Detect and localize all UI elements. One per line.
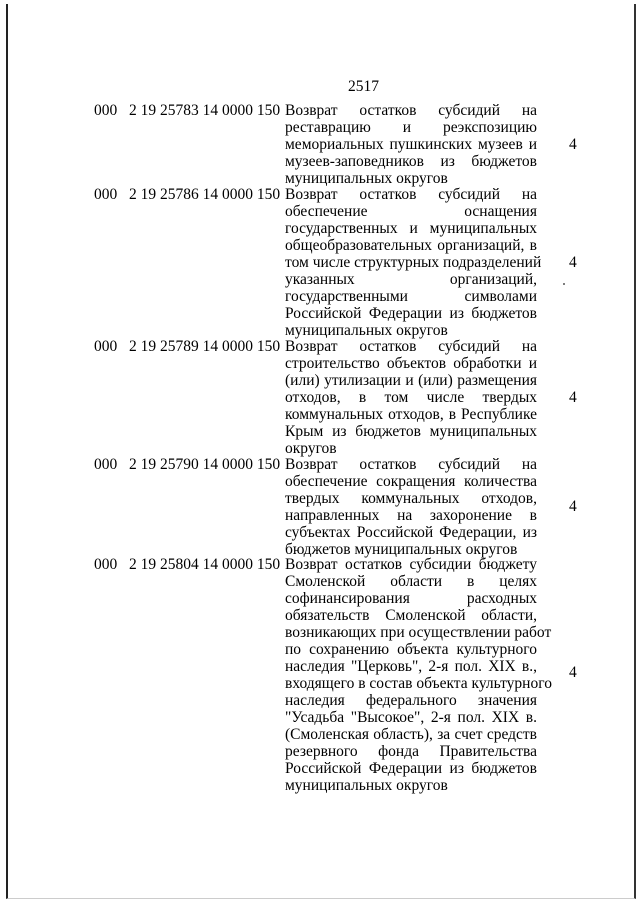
amount-value: 4 xyxy=(569,389,577,406)
income-description xyxy=(285,186,542,339)
description-line: Крым из бюджетов муниципальных xyxy=(285,423,537,440)
description-line: округов xyxy=(285,440,337,457)
description-line: Возврат остатков субсидий на xyxy=(285,186,537,203)
description-line: субъектах Российской Федерации, из xyxy=(285,524,537,541)
table-row xyxy=(0,102,640,187)
table-row xyxy=(0,556,640,794)
description-line: государственных и муниципальных xyxy=(285,220,537,237)
budget-class-code: 2 19 25786 14 0000 150 xyxy=(129,186,281,203)
admin-code: 000 xyxy=(94,338,118,355)
admin-code: 000 xyxy=(94,556,118,573)
description-line: музеев-заповедников из бюджетов xyxy=(285,153,537,170)
income-description xyxy=(285,102,537,187)
budget-class-code: 2 19 25804 14 0000 150 xyxy=(129,556,281,573)
description-line: направленных на захоронение в xyxy=(285,507,537,524)
amount-value: 4 xyxy=(569,664,577,681)
description-line: (или) утилизации и (или) размещения xyxy=(285,372,537,389)
admin-code: 000 xyxy=(94,102,118,119)
admin-code: 000 xyxy=(94,186,118,203)
income-description xyxy=(285,556,552,794)
budget-class-code: 2 19 25789 14 0000 150 xyxy=(129,338,281,355)
description-line: возникающих при осуществлении работ xyxy=(285,624,552,641)
amount-value: 4 xyxy=(569,498,577,515)
description-line: Возврат остатков субсидий на xyxy=(285,102,537,119)
description-line: указанных организаций, xyxy=(285,271,537,288)
income-description xyxy=(285,338,537,457)
description-line: обеспечение сокращения количества xyxy=(285,473,537,490)
page-number: 2517 xyxy=(348,78,379,95)
description-line: мемориальных пушкинских музеев и xyxy=(285,136,537,153)
admin-code: 000 xyxy=(94,456,118,473)
description-line: наследия федерального значения xyxy=(285,692,537,709)
description-line: наследия "Церковь", 2-я пол. XIX в., xyxy=(285,658,537,675)
description-line: Возврат остатков субсидии бюджету xyxy=(285,556,537,573)
table-row xyxy=(0,456,640,558)
description-line: строительство объектов обработки и xyxy=(285,355,537,372)
description-line: муниципальных округов xyxy=(285,170,448,187)
description-line: по сохранению объекта культурного xyxy=(285,641,537,658)
description-line: муниципальных округов xyxy=(285,777,448,794)
description-line: (Смоленская область), за счет средств xyxy=(285,726,537,743)
income-description xyxy=(285,456,537,558)
description-line: Возврат остатков субсидий на xyxy=(285,456,537,473)
table-row xyxy=(0,338,640,457)
budget-class-code: 2 19 25790 14 0000 150 xyxy=(129,456,281,473)
description-line: входящего в состав объекта культурного xyxy=(285,675,552,692)
description-line: отходов, в том числе твердых xyxy=(285,389,537,406)
description-line: Смоленской области в целях xyxy=(285,573,537,590)
description-line: муниципальных округов xyxy=(285,322,448,339)
description-line: обязательств Смоленской области, xyxy=(285,607,537,624)
description-line: коммунальных отходов, в Республике xyxy=(285,406,537,423)
budget-class-code: 2 19 25783 14 0000 150 xyxy=(129,102,281,119)
description-line: Возврат остатков субсидий на xyxy=(285,338,537,355)
scan-speck xyxy=(563,283,565,285)
description-line: софинансирования расходных xyxy=(285,590,537,607)
description-line: том числе структурных подразделений xyxy=(285,254,542,271)
description-line: общеобразовательных организаций, в xyxy=(285,237,537,254)
description-line: Российской Федерации из бюджетов xyxy=(285,305,537,322)
amount-value: 4 xyxy=(569,136,577,153)
description-line: бюджетов муниципальных округов xyxy=(285,541,518,558)
table-row xyxy=(0,186,640,339)
description-line: твердых коммунальных отходов, xyxy=(285,490,537,507)
amount-value: 4 xyxy=(569,254,577,271)
description-line: реставрацию и реэкспозицию xyxy=(285,119,537,136)
description-line: "Усадьба "Высокое", 2-я пол. XIX в. xyxy=(285,709,537,726)
description-line: обеспечение оснащения xyxy=(285,203,537,220)
description-line: государственными символами xyxy=(285,288,537,305)
description-line: резервного фонда Правительства xyxy=(285,743,537,760)
description-line: Российской Федерации из бюджетов xyxy=(285,760,537,777)
